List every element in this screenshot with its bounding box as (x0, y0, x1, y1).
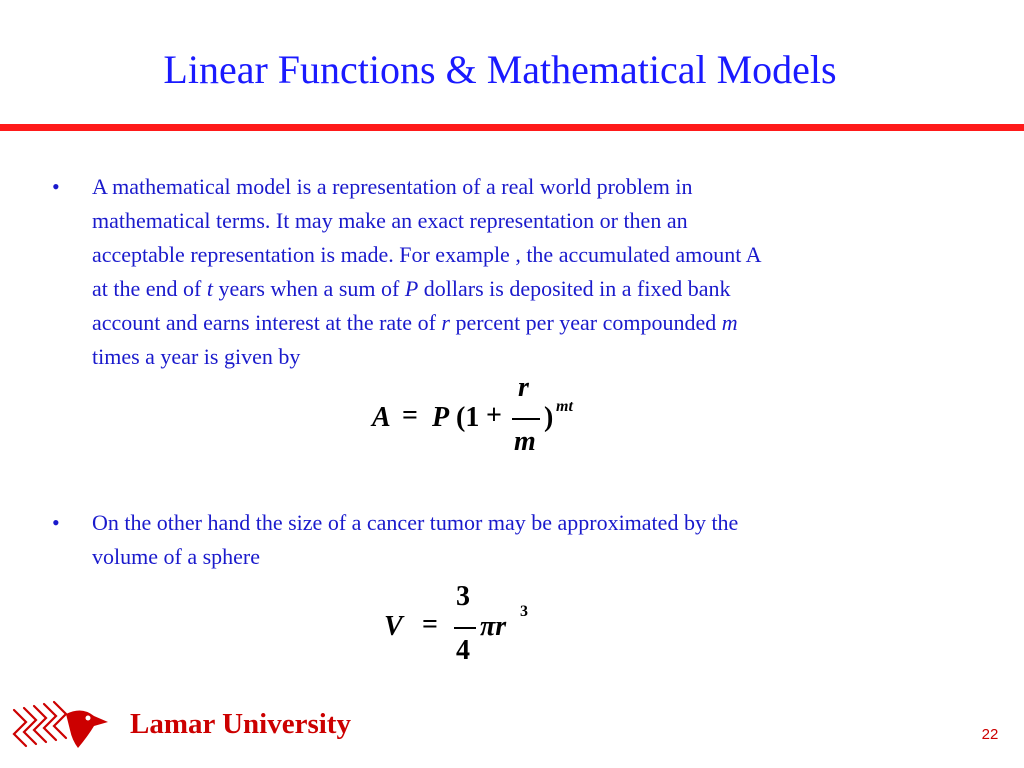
text-line: times a year is given by (92, 344, 301, 369)
fraction-denominator: 4 (456, 635, 470, 666)
fraction-bar (454, 627, 476, 629)
formula-symbol: P (432, 402, 450, 433)
text-line (92, 272, 972, 306)
fraction-numerator: 3 (456, 581, 470, 612)
bullet-1-text (92, 170, 972, 374)
formula-symbol: ) (544, 402, 554, 433)
fraction-bar (512, 418, 540, 420)
formula-symbol: = (422, 609, 438, 640)
formula-exponent: mt (556, 398, 573, 415)
slide-title: Linear Functions & Mathematical Models (163, 47, 837, 92)
text-line: volume of a sphere (92, 544, 260, 569)
cardinal-logo-icon (8, 700, 112, 758)
formula-exponent: 3 (520, 603, 528, 620)
bullet-marker: • (52, 174, 60, 199)
text-line: A mathematical model is a representation of a real world problem in (92, 174, 693, 199)
title-divider (0, 124, 1024, 131)
formula-symbol: = (402, 400, 418, 431)
page-number: 22 (981, 726, 999, 743)
formula-symbol: πr (480, 611, 507, 642)
text-fragment: years when a sum of (212, 276, 405, 301)
formula-symbol: A (372, 402, 391, 433)
text-line: On the other hand the size of a cancer tumor may be approximated by the (92, 510, 739, 535)
variable-m: m (721, 310, 738, 335)
formula-symbol: V (384, 611, 403, 642)
compound-interest-formula (370, 372, 600, 470)
text-line: mathematical terms. It may make an exact representation or then an (92, 208, 688, 233)
text-fragment: at the end of (92, 276, 207, 301)
variable-p: P (404, 276, 419, 301)
institution-name: Lamar University (130, 708, 351, 740)
text-line (92, 306, 972, 340)
formula-symbol: (1 (456, 402, 480, 433)
variable-t: t (206, 276, 213, 301)
sphere-volume-formula (384, 581, 544, 675)
text-fragment: account and earns interest at the rate of (92, 310, 442, 335)
variable-r: r (441, 310, 450, 335)
text-line: acceptable representation is made. For example , the accumulated amount A (92, 242, 762, 267)
fraction-denominator: m (514, 426, 536, 457)
text-fragment: percent per year compounded (449, 310, 722, 335)
text-fragment: dollars is deposited in a fixed bank (418, 276, 731, 301)
bullet-marker: • (52, 510, 60, 535)
fraction-numerator: r (518, 372, 529, 403)
formula-symbol: + (486, 400, 502, 431)
bullet-2-text (92, 506, 972, 574)
